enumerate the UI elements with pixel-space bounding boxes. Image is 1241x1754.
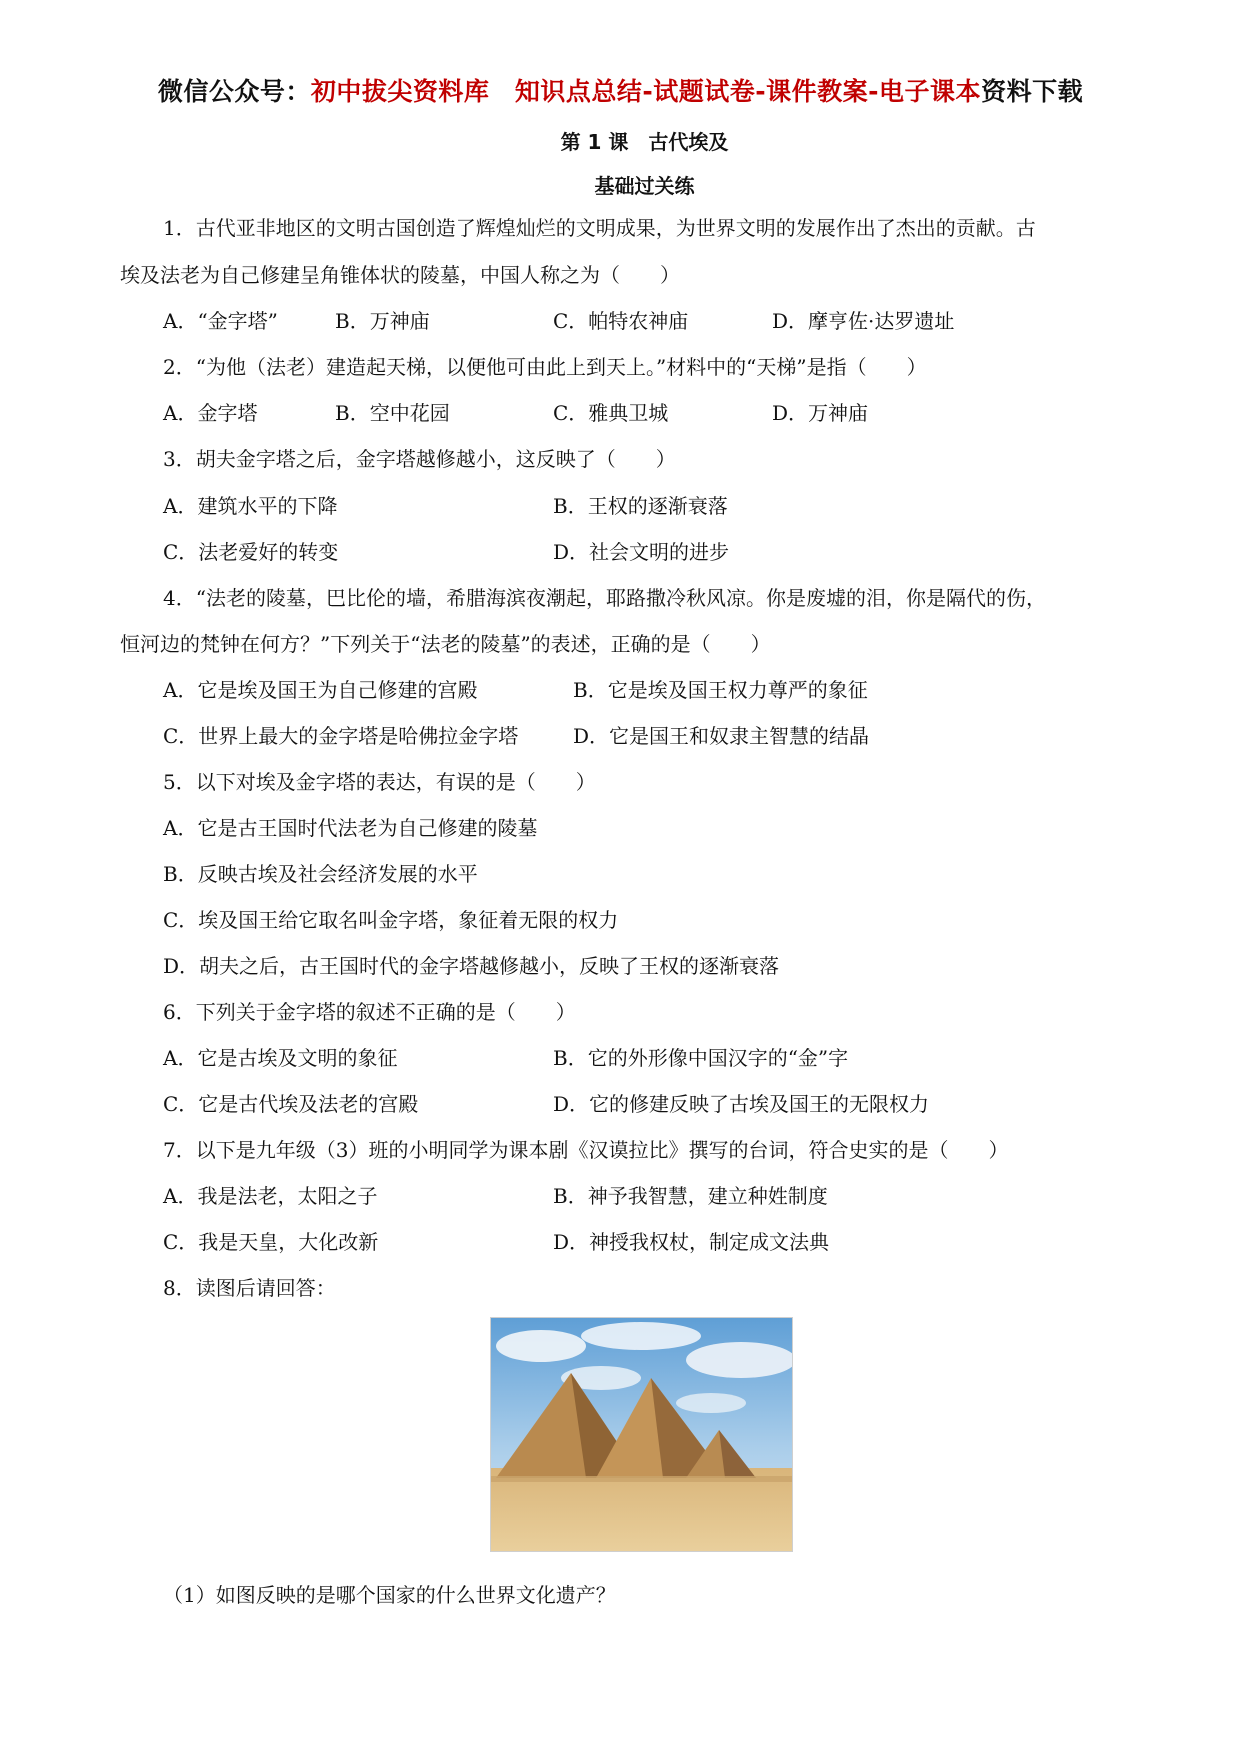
question-3-option-d: D．社会文明的进步: [553, 540, 730, 564]
question-2-option-d: D．万神庙: [772, 401, 869, 425]
question-5-option-b: B．反映古埃及社会经济发展的水平: [163, 862, 478, 886]
question-3-option-b: B．王权的逐渐衰落: [553, 494, 728, 518]
pyramids-photo: [490, 1317, 793, 1552]
banner-highlight: 初中拔尖资料库 知识点总结-试题试卷-课件教案-电子课本: [310, 77, 982, 106]
question-7-option-c: C．我是天皇，大化改新: [163, 1230, 379, 1254]
banner-suffix: 资料下载: [981, 77, 1084, 106]
question-5-option-d: D．胡夫之后，古王国时代的金字塔越修越小，反映了王权的逐渐衰落: [163, 954, 780, 978]
question-8-sub-1: （1）如图反映的是哪个国家的什么世界文化遗产？: [163, 1583, 616, 1607]
question-7-option-b: B．神予我智慧，建立种姓制度: [553, 1184, 828, 1208]
question-1-option-a: A．“金字塔”: [163, 309, 278, 333]
question-7-option-a: A．我是法老，太阳之子: [163, 1184, 378, 1208]
question-6-line-1: 6．下列关于金字塔的叙述不正确的是（ ）: [163, 1000, 576, 1024]
question-5-option-a: A．它是古王国时代法老为自己修建的陵墓: [163, 816, 538, 840]
question-6-option-d: D．它的修建反映了古埃及国王的无限权力: [553, 1092, 930, 1116]
question-2-option-c: C．雅典卫城: [553, 401, 669, 425]
question-4-line-2: 恒河边的梵钟在何方？”下列关于“法老的陵墓”的表述，正确的是（ ）: [120, 632, 771, 656]
question-4-option-b: B．它是埃及国王权力尊严的象征: [573, 678, 868, 702]
question-6-option-b: B．它的外形像中国汉字的“金”字: [553, 1046, 849, 1070]
question-4-option-c: C．世界上最大的金字塔是哈佛拉金字塔: [163, 724, 519, 748]
banner-prefix: 微信公众号：: [157, 77, 311, 106]
question-2-option-a: A．金字塔: [163, 401, 258, 425]
question-4-option-d: D．它是国王和奴隶主智慧的结晶: [573, 724, 870, 748]
question-4-line-1: 4．“法老的陵墓，巴比伦的墙，希腊海滨夜潮起，耶路撒冷秋风凉。你是废墟的泪，你是隔代的伤，: [163, 586, 1046, 610]
lesson-title: 第 1 课 古代埃及: [560, 130, 729, 154]
question-1-line-1: 1．古代亚非地区的文明古国创造了辉煌灿烂的文明成果，为世界文明的发展作出了杰出的贡献。古: [163, 216, 1036, 240]
header-banner: [0, 72, 1241, 108]
question-2-line-1: 2．“为他（法老）建造起天梯，以便他可由此上到天上。”材料中的“天梯”是指（ ）: [163, 355, 927, 379]
section-title: 基础过关练: [594, 174, 695, 198]
question-3-line-1: 3．胡夫金字塔之后，金字塔越修越小，这反映了（ ）: [163, 447, 676, 471]
question-7-line-1: 7．以下是九年级（3）班的小明同学为课本剧《汉谟拉比》撰写的台词，符合史实的是（ ）: [163, 1138, 1009, 1162]
question-8-line-1: 8．读图后请回答：: [163, 1276, 336, 1300]
question-5-line-1: 5．以下对埃及金字塔的表达，有误的是（ ）: [163, 770, 596, 794]
question-1-option-d: D．摩亨佐·达罗遗址: [772, 309, 955, 333]
question-3-option-c: C．法老爱好的转变: [163, 540, 339, 564]
question-7-option-d: D．神授我权杖，制定成文法典: [553, 1230, 830, 1254]
question-6-option-a: A．它是古埃及文明的象征: [163, 1046, 398, 1070]
question-6-option-c: C．它是古代埃及法老的宫殿: [163, 1092, 419, 1116]
question-4-option-a: A．它是埃及国王为自己修建的宫殿: [163, 678, 478, 702]
question-2-option-b: B．空中花园: [335, 401, 450, 425]
question-1-line-2: 埃及法老为自己修建呈角锥体状的陵墓，中国人称之为（ ）: [120, 263, 680, 287]
question-1-option-b: B．万神庙: [335, 309, 430, 333]
question-3-option-a: A．建筑水平的下降: [163, 494, 338, 518]
question-5-option-c: C．埃及国王给它取名叫金字塔，象征着无限的权力: [163, 908, 619, 932]
question-1-option-c: C．帕特农神庙: [553, 309, 689, 333]
